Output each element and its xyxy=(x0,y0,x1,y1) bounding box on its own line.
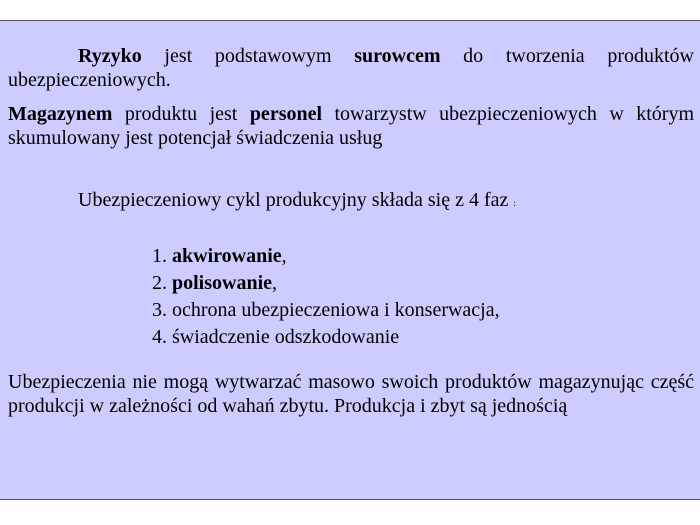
phase-number: 3. xyxy=(152,299,172,321)
term-ryzyko: Ryzyko xyxy=(78,45,142,67)
text-segment: jest podstawowym xyxy=(141,45,355,67)
phase-item xyxy=(152,297,500,324)
phase-bold: polisowanie xyxy=(172,272,273,294)
phase-number: 1. xyxy=(152,245,172,267)
phase-item xyxy=(152,243,500,270)
cycle-text: Ubezpieczeniowy cykl produkcyjny składa się z 4 faz xyxy=(78,189,509,211)
phase-item xyxy=(152,324,500,351)
slide-panel xyxy=(0,20,700,500)
phase-text: ochrona ubezpieczeniowa i konserwacja, xyxy=(172,299,500,321)
paragraph-cycle xyxy=(78,189,678,216)
phase-item xyxy=(152,270,500,297)
phase-number: 2. xyxy=(152,272,172,294)
paragraph-risk xyxy=(8,45,694,92)
text-segment: produktu jest xyxy=(112,103,250,125)
phase-text: , xyxy=(281,245,287,267)
text-segment: do tworzenia produktów ubezpieczeniowych. xyxy=(8,45,695,91)
term-personel: personel xyxy=(249,103,323,125)
phase-text: świadczenie odszkodowanie xyxy=(172,326,400,348)
cycle-suffix: : xyxy=(513,198,516,208)
term-surowcem: surowcem xyxy=(354,45,441,67)
phase-text: , xyxy=(272,272,278,294)
paragraph-mass-production: Ubezpieczenia nie mogą wytwarzać masowo swoich produktów magazynując część produkcji w zależności od wahań zbytu. Produkcja i zbyt są jednością xyxy=(8,371,694,417)
phase-bold: akwirowanie xyxy=(172,245,282,267)
text-segment: towarzystw ubezpieczeniowych w którym skumulowany jest potencjał świadczenia usług xyxy=(8,103,694,149)
paragraph-warehouse xyxy=(8,103,694,150)
phase-number: 4. xyxy=(152,326,172,348)
term-magazynem: Magazynem xyxy=(8,103,113,125)
phases-list xyxy=(152,243,500,351)
